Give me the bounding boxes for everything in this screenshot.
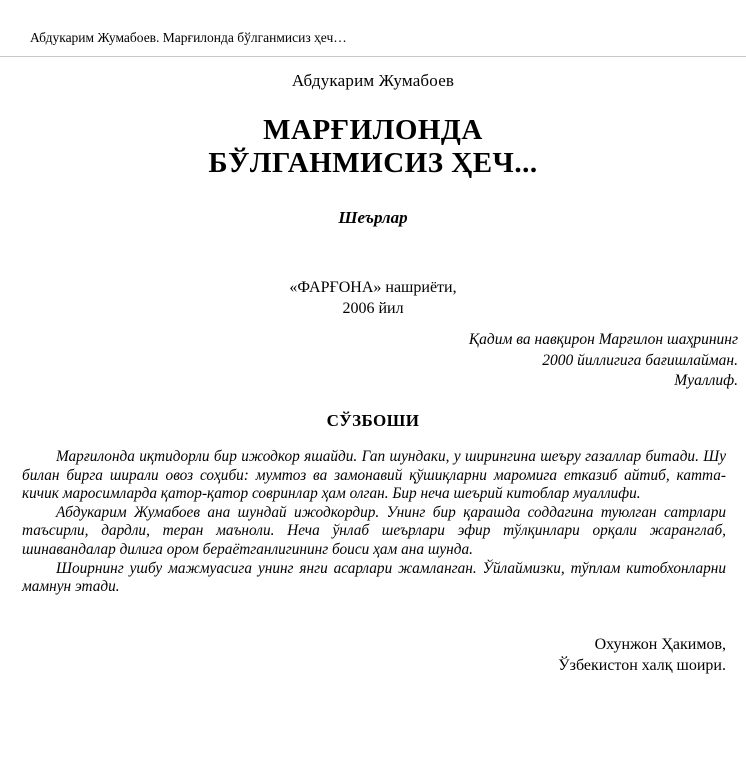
preface-paragraph-3: Шоирнинг ушбу мажмуасига унинг янги асарлари жамланган. Ўйлаймизки, тўплам китобхонларни мамнун этади. bbox=[22, 559, 726, 596]
book-title-line-1: МАРҒИЛОНДА bbox=[263, 114, 483, 146]
book-title bbox=[30, 114, 716, 180]
title-block bbox=[30, 70, 716, 319]
preface-body bbox=[22, 448, 726, 597]
running-header: Абдукарим Жумабоев. Марғилонда бўлганмисиз ҳеч… bbox=[30, 30, 347, 45]
book-title-line-2: БЎЛГАНМИСИЗ ҲЕЧ... bbox=[208, 147, 538, 179]
preface-paragraph-2: Абдукарим Жумабоев ана шундай ижодкордир. Унинг бир қарашда соддагина туюлган сатрлари таъсирли, дардли, теран маъноли. Неча ўнлаб шеърлари эфир тўлқинлари орқали жаранглаб, шинавандалар дилига ором бераётганлигининг боиси ҳам ана шунда. bbox=[22, 503, 726, 558]
signature-name: Охунжон Ҳакимов, bbox=[594, 636, 726, 653]
publisher-name: «ФАРҒОНА» нашриёти, bbox=[289, 279, 457, 296]
signature-title: Ўзбекистон халқ шоири. bbox=[558, 657, 726, 674]
dedication-block bbox=[330, 330, 738, 392]
dedication-line-2: 2000 йиллигига бағишлайман. bbox=[542, 351, 738, 369]
header-divider bbox=[0, 56, 746, 57]
publication-year: 2006 йил bbox=[342, 300, 404, 317]
imprint-block bbox=[30, 277, 716, 319]
preface-signature bbox=[330, 634, 726, 676]
genre-label: Шеърлар bbox=[338, 208, 408, 227]
preface-paragraph-1: Марғилонда иқтидорли бир ижодкор яшайди. Гап шундаки, у ширингина шеъру газаллар битади. Шу билан бирга ширали овоз соҳиби: мумтоз ва замонавий қўшиқларни маромига етказиб айтиб, катта-кичик маросимларда қатор-қатор совринлар ҳам олган. Бир неча шеърий китоблар муаллифи. bbox=[22, 448, 726, 503]
dedication-line-1: Қадим ва навқирон Марғилон шаҳрининг bbox=[468, 331, 738, 348]
author-name: Абдукарим Жумабоев bbox=[291, 71, 455, 90]
dedication-author-attribution: Муаллиф. bbox=[674, 372, 738, 389]
preface-heading: СЎЗБОШИ bbox=[326, 411, 420, 430]
